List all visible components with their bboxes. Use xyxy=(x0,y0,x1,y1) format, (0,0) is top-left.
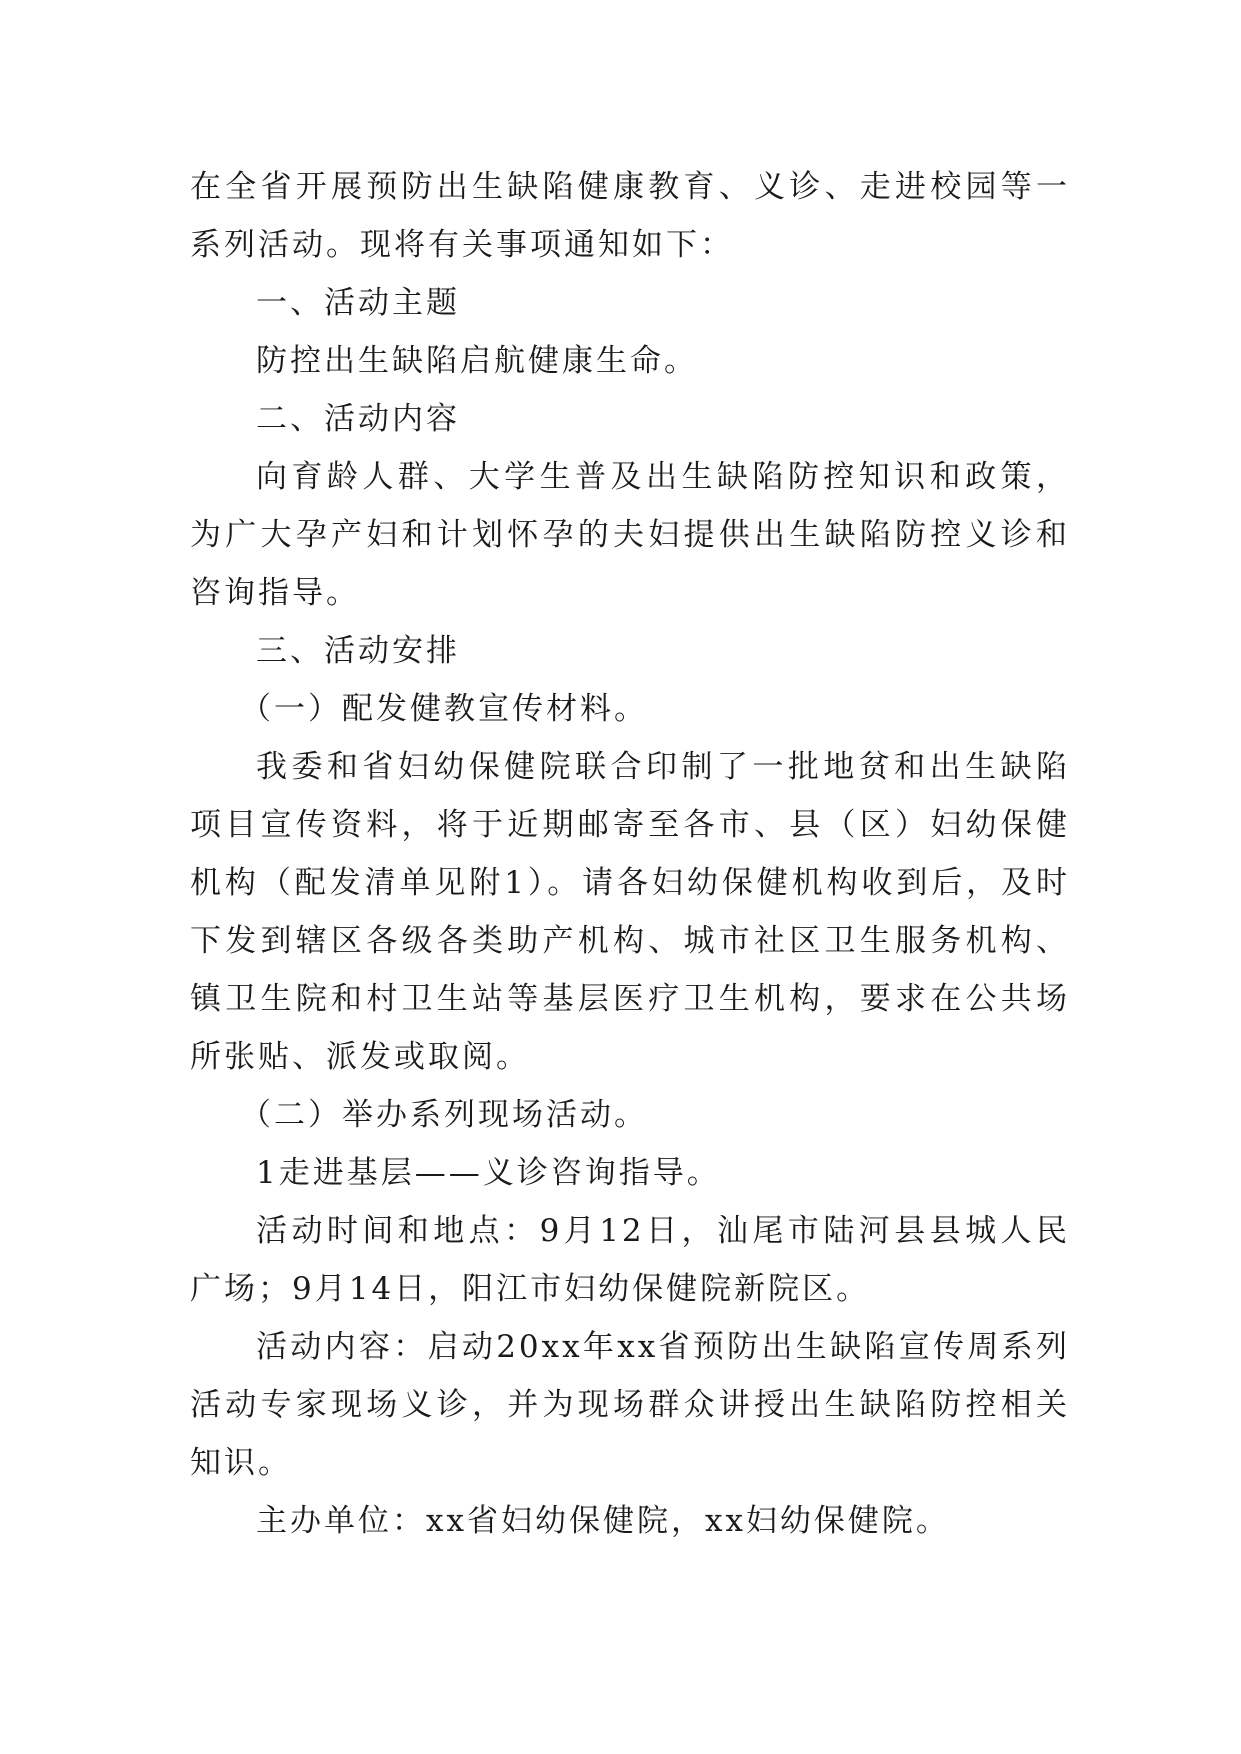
paragraph-intro: 在全省开展预防出生缺陷健康教育、义诊、走进校园等一系列活动。现将有关事项通知如下： xyxy=(190,169,1070,263)
paragraph-theme: 防控出生缺陷启航健康生命。 xyxy=(256,343,698,379)
paragraph-materials: 我委和省妇幼保健院联合印制了一批地贫和出生缺陷项目宣传资料，将于近期邮寄至各市、县（区）妇幼保健机构（配发清单见附1）。请各妇幼保健机构收到后，及时下发到辖区各级各类助产机构、城市社区卫生服务机构、镇卫生院和村卫生站等基层医疗卫生机构，要求在公共场所张贴、派发或取阅。 xyxy=(190,749,1070,1075)
heading-activity-theme: 一、活动主题 xyxy=(256,285,460,321)
heading-activity-arrangement: 三、活动安排 xyxy=(256,633,460,669)
document-body xyxy=(190,158,1070,1550)
paragraph-content: 向育龄人群、大学生普及出生缺陷防控知识和政策，为广大孕产妇和计划怀孕的夫妇提供出生缺陷防控义诊和咨询指导。 xyxy=(190,459,1070,611)
heading-activity-content: 二、活动内容 xyxy=(256,401,460,437)
subheading-grassroots: 1走进基层——义诊咨询指导。 xyxy=(256,1155,721,1191)
subheading-onsite-activities: （二）举办系列现场活动。 xyxy=(240,1097,648,1133)
paragraph-activity-detail: 活动内容：启动20xx年xx省预防出生缺陷宣传周系列活动专家现场义诊，并为现场群众讲授出生缺陷防控相关知识。 xyxy=(190,1329,1070,1481)
paragraph-organizer: 主办单位：xx省妇幼保健院，xx妇幼保健院。 xyxy=(256,1503,950,1539)
paragraph-time-location: 活动时间和地点：9月12日，汕尾市陆河县县城人民广场；9月14日，阳江市妇幼保健院新院区。 xyxy=(190,1213,1070,1307)
subheading-materials: （一）配发健教宣传材料。 xyxy=(240,691,648,727)
